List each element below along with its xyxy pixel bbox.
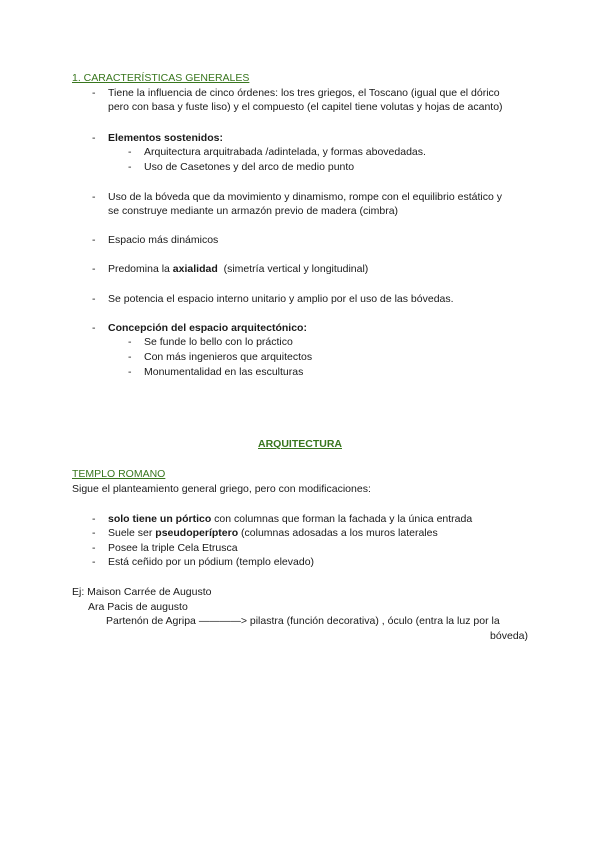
list-item-line: pero con basa y fuste liso) y el compuesto (el capitel tiene volutas y hojas de acanto) [108,101,503,113]
sub-list-item: Se funde lo bello con lo práctico [144,336,293,348]
example-line: bóveda) [490,630,528,642]
text-run: (simetría vertical y longitudinal) [217,263,369,275]
bold-term: axialidad [172,263,218,275]
list-item [108,262,368,277]
section-heading: 1. CARACTERÍSTICAS GENERALES [72,72,250,84]
text-run: (columnas adosadas a los muros laterales [238,527,438,539]
list-item [108,526,438,541]
bullet-dash: - [92,513,96,525]
sub-bullet-dash: - [128,146,132,158]
bullet-dash: - [92,527,96,539]
bold-term: pseudoperíptero [155,527,239,539]
section-heading: ARQUITECTURA [258,438,342,450]
example-line: Ara Pacis de augusto [88,601,188,613]
list-item: Espacio más dinámicos [108,234,219,246]
list-item-title: Concepción del espacio arquitectónico: [108,322,307,334]
bullet-dash: - [92,542,96,554]
sub-list-item: Monumentalidad en las esculturas [144,366,304,378]
sub-bullet-dash: - [128,366,132,378]
text-run: con columnas que forman la fachada y la única entrada [211,513,473,525]
bullet-dash: - [92,322,96,334]
bullet-dash: - [92,263,96,275]
sub-list-item: Con más ingenieros que arquitectos [144,351,313,363]
bullet-dash: - [92,87,96,99]
sub-list-item: Arquitectura arquitrabada /adintelada, y formas abovedadas. [144,146,426,158]
list-item-line: Uso de la bóveda que da movimiento y dinamismo, rompe con el equilibrio estático y [108,191,502,203]
bullet-dash: - [92,293,96,305]
bold-term: solo tiene un pórtico [108,513,212,525]
list-item-line: Tiene la influencia de cinco órdenes: los tres griegos, el Toscano (igual que el dórico [108,87,500,99]
bullet-dash: - [92,191,96,203]
list-item: Está ceñido por un pódium (templo elevado) [108,556,315,568]
bullet-dash: - [92,556,96,568]
subsection-heading: TEMPLO ROMANO [72,468,166,480]
list-item-title: Elementos sostenidos: [108,132,223,144]
list-item: Posee la triple Cela Etrusca [108,542,238,554]
list-item: Se potencia el espacio interno unitario y amplio por el uso de las bóvedas. [108,293,454,305]
paragraph: Sigue el planteamiento general griego, pero con modificaciones: [72,483,371,495]
bullet-dash: - [92,132,96,144]
bullet-dash: - [92,234,96,246]
text-run: Predomina la [108,263,173,275]
example-line: Ej: Maison Carrée de Augusto [72,586,212,598]
sub-list-item: Uso de Casetones y del arco de medio punto [144,161,355,173]
sub-bullet-dash: - [128,161,132,173]
list-item [108,512,472,527]
example-line: Partenón de Agripa ————> pilastra (función decorativa) , óculo (entra la luz por la [106,615,500,627]
sub-bullet-dash: - [128,336,132,348]
list-item-line: se construye mediante un armazón previo de madera (cimbra) [108,205,399,217]
text-run: Suele ser [108,527,156,539]
sub-bullet-dash: - [128,351,132,363]
